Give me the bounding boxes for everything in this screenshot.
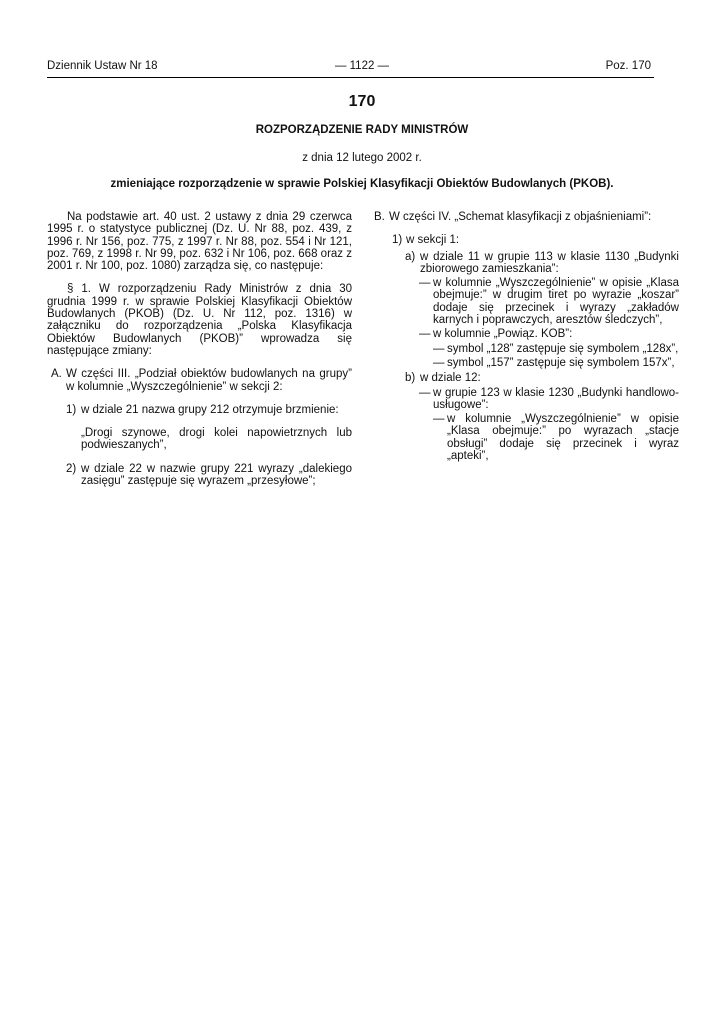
item-ba-label: a) <box>405 250 416 263</box>
dash-item-2b-text: symbol „157” zastępuje się symbolem 157x”, <box>447 356 675 369</box>
dash-item-3a <box>374 413 679 462</box>
dash-item-3-label: — <box>419 386 431 399</box>
dash-item-3a-label: — <box>433 413 445 426</box>
dash-item-3a-text: w kolumnie „Wyszczególnienie” w opisie „Klasa obejmuje:” po wyrazach „stacje obsługi” dodaje się przecinek i wyraz „apteki”, <box>447 413 679 463</box>
header-rule <box>47 77 654 78</box>
section-a-text: W części III. „Podział obiektów budowlanych na grupy” w kolumnie „Wyszczególnienie” w sekcji 2: <box>66 368 352 393</box>
section-b-label: B. <box>374 211 385 223</box>
left-column <box>47 211 352 487</box>
intro-paragraph: Na podstawie art. 40 ust. 2 ustawy z dnia 29 czerwca 1995 r. o statystyce publicznej (Dz. U. Nr 88, poz. 439, z 1996 r. Nr 156, poz. 775, z 1997 r. Nr 88, poz. 554 i Nr 121, poz. 769, z 1998 r. Nr 99, poz. 632 i Nr 106, poz. 668 oraz z 2001 r. Nr 100, poz. 1080) zarządza się, co następuje: <box>47 211 352 273</box>
dash-item-2b <box>374 357 679 369</box>
dash-item-1-text: w kolumnie „Wyszczególnienie” w opisie „Klasa obejmuje:” w drugim tiret po wyrazie „koszar” dodaje się przecinek i wyrazy „zakładów karnych i poprawczych, aresztów śledczych”, <box>433 277 679 327</box>
item-bb <box>374 372 679 384</box>
item-ba-text: w dziale 11 w grupie 113 w klasie 1130 „Budynki zbiorowego zamieszkania”: <box>420 250 679 275</box>
position-number: Poz. 170 <box>605 60 651 72</box>
document-date: z dnia 12 lutego 2002 r. <box>302 152 422 164</box>
dash-item-3 <box>374 387 679 412</box>
dash-item-2b-label: — <box>433 356 445 369</box>
dash-item-2a <box>374 343 679 355</box>
section-b-text: W części IV. „Schemat klasyfikacji z objaśnieniami”: <box>389 211 652 223</box>
document-title: ROZPORZĄDZENIE RADY MINISTRÓW <box>255 124 469 136</box>
dash-item-2-label: — <box>419 328 431 341</box>
dash-item-2a-label: — <box>433 342 445 355</box>
item-a2-label: 2) <box>66 462 77 475</box>
item-bb-text: w dziale 12: <box>420 372 481 385</box>
item-a1-label: 1) <box>66 403 77 416</box>
paragraph-1: § 1. W rozporządzeniu Rady Ministrów z dnia 30 grudnia 1999 r. w sprawie Polskiej Klasyfikacji Obiektów Budowlanych (PKOB) (Dz. U. Nr 112, poz. 1316) w załączniku do rozporządzenia „Polska Klasyfikacja Obiektów Budowlanych (PKOB)” wprowadza się następujące zmiany: <box>47 283 352 357</box>
document-number: 170 <box>348 93 376 110</box>
dash-item-2a-text: symbol „128” zastępuje się symbolem „128x”, <box>447 342 679 355</box>
dash-item-1 <box>374 277 679 326</box>
item-a1-text: w dziale 21 nazwa grupy 212 otrzymuje brzmienie: <box>81 403 339 416</box>
item-b1-text: w sekcji 1: <box>406 234 460 247</box>
section-a-label: A. <box>51 368 62 381</box>
item-b1-label: 1) <box>392 234 403 247</box>
right-column <box>374 211 679 462</box>
journal-title: Dziennik Ustaw Nr 18 <box>47 60 158 72</box>
item-a1-quote: „Drogi szynowe, drogi kolei napowietrznych lub podwieszanych”, <box>81 427 352 452</box>
section-a <box>47 368 352 393</box>
section-b <box>374 211 679 223</box>
item-b1 <box>374 234 679 246</box>
document-subject: zmieniające rozporządzenie w sprawie Polskiej Klasyfikacji Obiektów Budowlanych (PKOB). <box>110 178 614 190</box>
dash-item-3-text: w grupie 123 w klasie 1230 „Budynki handlowo-usługowe”: <box>433 386 679 411</box>
page-number: — 1122 — <box>334 60 390 72</box>
item-a2 <box>47 463 352 488</box>
item-ba <box>374 251 679 276</box>
item-a1 <box>47 404 352 452</box>
item-bb-label: b) <box>405 372 416 385</box>
dash-item-1-label: — <box>419 277 431 290</box>
item-a2-text: w dziale 22 w nazwie grupy 221 wyrazy „dalekiego zasięgu” zastępuje się wyrazem „przesyłowe”; <box>81 462 352 488</box>
dash-item-2 <box>374 328 679 340</box>
dash-item-2-text: w kolumnie „Powiąz. KOB”: <box>433 328 573 341</box>
